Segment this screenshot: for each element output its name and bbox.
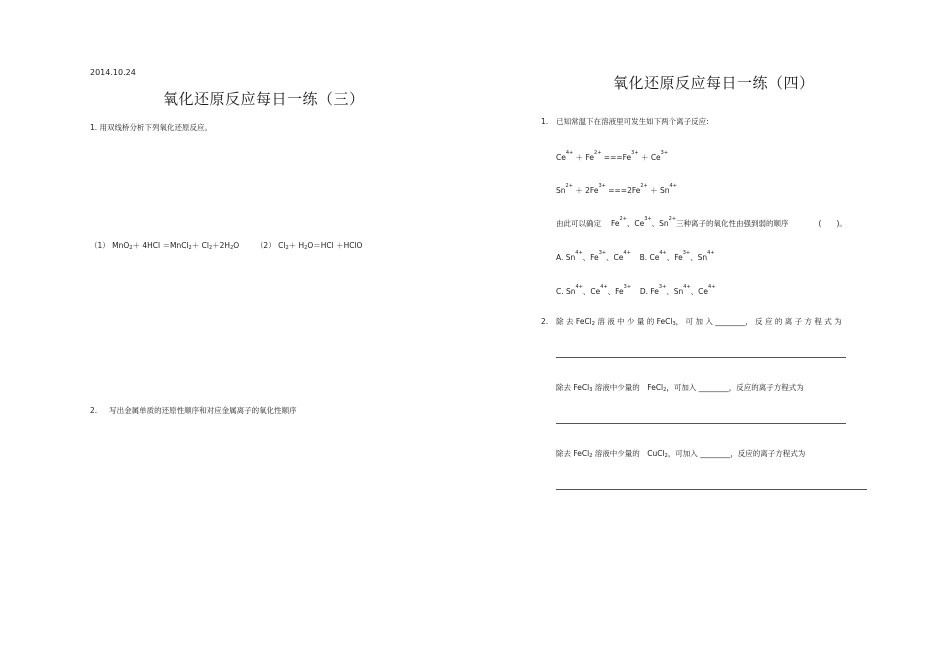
page-title-right: 氧化还原反应每日一练（四）: [613, 74, 815, 92]
ionic-reaction-1: $Ce^{4+} + Fe^{2+} ===Fe^{3+} + Ce^{3+}$: [556, 150, 669, 162]
left-question-1: 1. 用双线桥分析下列氧化还原反应。: [90, 123, 213, 132]
answer-line-1[interactable]: [556, 357, 846, 358]
ionic-reaction-2: $Sn^{2+} + 2Fe^{3+} ===2Fe^{2+} + Sn^{4+}$: [556, 183, 677, 195]
answer-line-2[interactable]: [556, 423, 846, 424]
question-2-part-3: 除去 FeCl$_2$ 溶液中少量的 CuCl$_2$，可加入 ________，反应的离子方程式为: [556, 449, 806, 459]
equation-1-label: （1）: [90, 241, 110, 250]
right-question-2: 2. 除 去 FeCl$_2$ 溶 液 中 少 量 的 FeCl$_3$， 可 加 入 ________， 反 应 的 离 子 方 程 式 为: [541, 317, 842, 327]
right-question-1: 1. 已知常温下在溶液里可发生如下两个离子反应:: [541, 117, 709, 126]
left-equations-row: [90, 242, 362, 251]
equation-1: MnO$_2$＋ 4HCl ＝MnCl$_2$＋ $Cl_2+2H_2O$: [112, 241, 240, 251]
option-row-ab: [556, 251, 715, 262]
equation-2-label: （2）: [255, 241, 276, 250]
option-a: A. $Sn^{4+}$、$Fe^{3+}$、$Ce^{4+}$: [556, 250, 631, 262]
question-1-prompt: 由此可以确定 $Fe^{2+}$、$Ce^{3+}$、$Sn^{2+}$三种离子的氧化性由强到弱的顺序 ( )。: [556, 216, 847, 228]
option-b: B. $Ce^{4+}$、$Fe^{3+}$、$Sn^{4+}$: [639, 250, 715, 262]
question-2-part-2: 除去 FeCl$_3$ 溶液中少量的 FeCl$_2$，可加入 ________，反应的离子方程式为: [556, 383, 804, 393]
equation-2: $Cl_2+ H_2O=HCl$ ＋HClO: [278, 241, 363, 251]
option-row-cd: [556, 285, 715, 296]
page-title-left: 氧化还原反应每日一练（三）: [163, 90, 365, 108]
option-c: C. $Sn^{4+}$、$Ce^{4+}$、$Fe^{3+}$: [556, 284, 632, 296]
left-question-2: 2. 写出金属单质的还原性顺序和对应金属离子的氧化性顺序: [90, 406, 297, 415]
worksheet-date: 2014.10.24: [90, 68, 136, 77]
answer-line-3[interactable]: [556, 489, 867, 490]
option-d: D. $Fe^{3+}$、$Sn^{4+}$、$Ce^{4+}$: [639, 284, 716, 296]
